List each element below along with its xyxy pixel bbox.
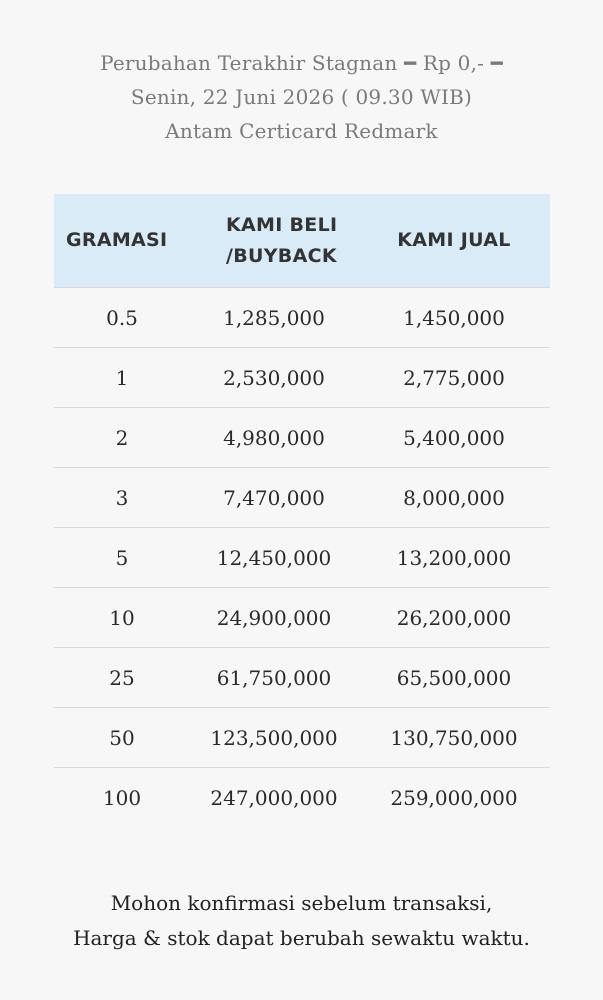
column-header-buyback	[190, 194, 358, 288]
cell-sell-price: 2,775,000	[358, 348, 550, 408]
cell-buyback-price: 12,450,000	[190, 528, 358, 588]
cell-buyback-price: 2,530,000	[190, 348, 358, 408]
table-row	[54, 348, 550, 408]
cell-buyback-price: 61,750,000	[190, 648, 358, 708]
price-table-container	[54, 194, 550, 827]
table-row	[54, 588, 550, 648]
confirmation-notice: Mohon konfirmasi sebelum transaksi,	[110, 891, 493, 915]
cell-gramasi: 100	[54, 768, 190, 828]
last-change-status: Perubahan Terakhir Stagnan ━ Rp 0,- ━	[100, 51, 503, 75]
update-datetime: Senin, 22 Juni 2026 ( 09.30 WIB)	[130, 85, 473, 109]
table-row	[54, 408, 550, 468]
cell-sell-price: 130,750,000	[358, 708, 550, 768]
cell-sell-price: 5,400,000	[358, 408, 550, 468]
price-change-notice: Harga & stok dapat berubah sewaktu waktu.	[73, 926, 530, 950]
table-row	[54, 708, 550, 768]
cell-gramasi: 3	[54, 468, 190, 528]
product-name: Antam Certicard Redmark	[165, 119, 438, 143]
table-header-row	[54, 194, 550, 288]
cell-buyback-price: 7,470,000	[190, 468, 358, 528]
cell-sell-price: 259,000,000	[358, 768, 550, 828]
cell-gramasi: 0.5	[54, 288, 190, 348]
cell-sell-price: 13,200,000	[358, 528, 550, 588]
column-header-sell: KAMI JUAL	[358, 194, 550, 288]
cell-buyback-price: 24,900,000	[190, 588, 358, 648]
cell-buyback-price: 4,980,000	[190, 408, 358, 468]
cell-gramasi: 5	[54, 528, 190, 588]
cell-buyback-price: 1,285,000	[190, 288, 358, 348]
cell-gramasi: 10	[54, 588, 190, 648]
cell-gramasi: 1	[54, 348, 190, 408]
table-row	[54, 528, 550, 588]
cell-sell-price: 65,500,000	[358, 648, 550, 708]
cell-sell-price: 8,000,000	[358, 468, 550, 528]
column-header-buyback-line2: /BUYBACK	[226, 244, 337, 267]
cell-buyback-price: 123,500,000	[190, 708, 358, 768]
table-row	[54, 768, 550, 828]
cell-gramasi: 2	[54, 408, 190, 468]
cell-sell-price: 1,450,000	[358, 288, 550, 348]
price-table	[54, 194, 550, 827]
cell-sell-price: 26,200,000	[358, 588, 550, 648]
cell-gramasi: 50	[54, 708, 190, 768]
cell-buyback-price: 247,000,000	[190, 768, 358, 828]
column-header-buyback-line1: KAMI BELI	[226, 213, 338, 236]
column-header-gramasi: GRAMASI	[54, 194, 190, 288]
table-row	[54, 648, 550, 708]
cell-gramasi: 25	[54, 648, 190, 708]
table-row	[54, 288, 550, 348]
disclaimer-footer	[0, 886, 603, 956]
table-row	[54, 468, 550, 528]
price-update-header	[0, 46, 603, 148]
